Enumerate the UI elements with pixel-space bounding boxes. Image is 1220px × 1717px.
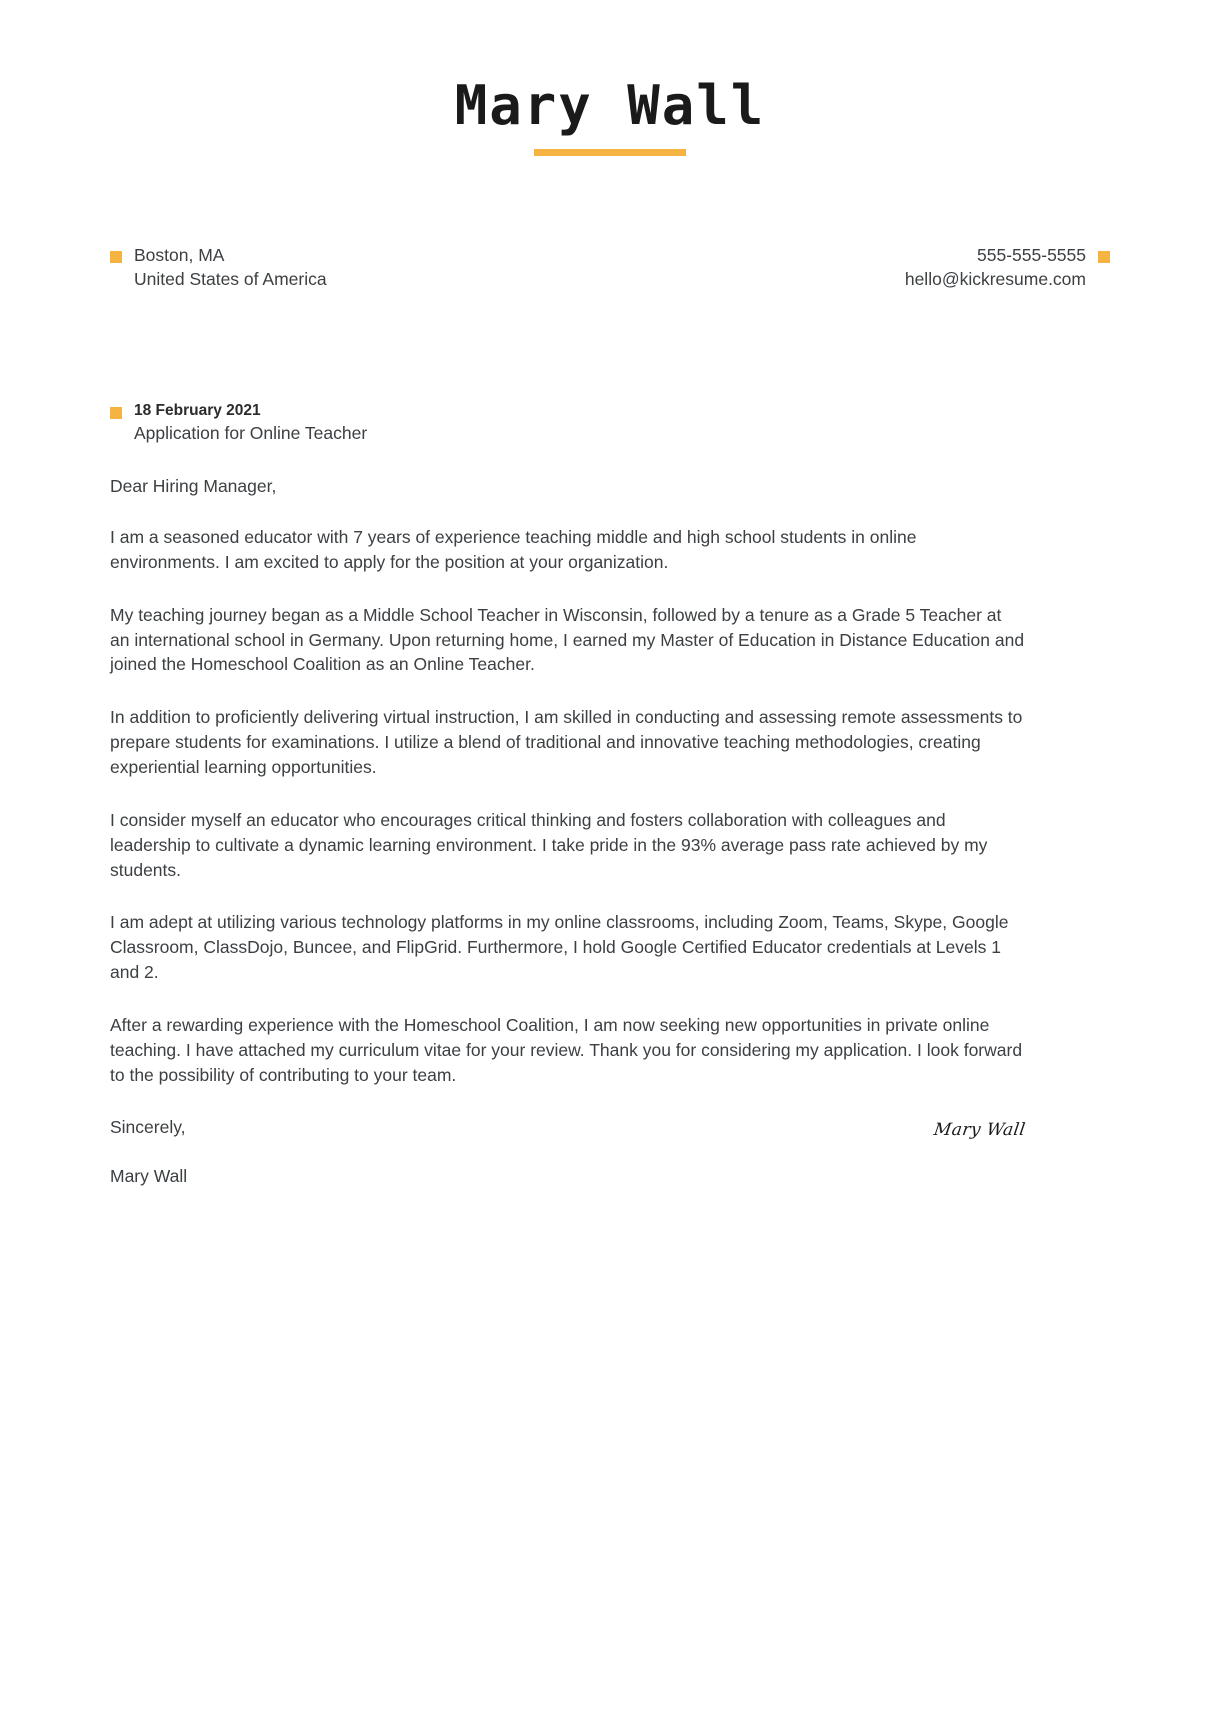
- letter-paragraph: After a rewarding experience with the Homeschool Coalition, I am now seeking new opportunities in private online teaching. I have attached my curriculum vitae for your review. Thank you for considering my application. I look forward to the possibility of contributing to your team.: [110, 1014, 1023, 1085]
- letter-subject: Application for Online Teacher: [134, 423, 368, 444]
- handwritten-signature: Mary Wall: [932, 1120, 1027, 1140]
- letter-salutation: Dear Hiring Manager,: [110, 476, 277, 497]
- square-bullet-icon: [110, 251, 122, 263]
- letter-meta: [110, 400, 1025, 446]
- contact-row: [110, 244, 1110, 291]
- reach-lines: [905, 244, 1086, 291]
- contact-block-reach: [905, 244, 1110, 291]
- letter-closing: Sincerely,: [110, 1117, 186, 1138]
- candidate-name: Mary Wall: [454, 74, 766, 137]
- square-bullet-icon: [110, 407, 122, 419]
- meta-lines: [134, 400, 367, 446]
- contact-block-location: [110, 244, 327, 291]
- contact-country: United States of America: [134, 268, 327, 289]
- letter-paragraph: I consider myself an educator who encourages critical thinking and fosters collaboration with colleagues and leadership to cultivate a dynamic learning environment. I take pride in the 93% average pass rate achieved by my students.: [110, 809, 988, 880]
- square-bullet-icon: [1098, 251, 1110, 263]
- letter-date: 18 February 2021: [134, 402, 261, 419]
- letter-header: [0, 0, 1220, 156]
- letter-paragraph: My teaching journey began as a Middle School Teacher in Wisconsin, followed by a tenure as a Grade 5 Teacher at an international school in Germany. Upon returning home, I earned my Master of Education in Distance Education and joined the Homeschool Coalition as an Online Teacher.: [110, 604, 1025, 675]
- contact-email[interactable]: hello@kickresume.com: [904, 268, 1086, 289]
- letter-paragraph: I am adept at utilizing various technology platforms in my online classrooms, including Zoom, Teams, Skype, Google Classroom, ClassDojo, Buncee, and FlipGrid. Furthermore, I hold Google Certified Educator credentials at Levels 1 and 2.: [110, 912, 1009, 983]
- letter-body: [110, 400, 1025, 1187]
- letter-signoff-name: Mary Wall: [110, 1166, 188, 1187]
- contact-phone[interactable]: 555-555-5555: [977, 245, 1086, 265]
- contact-city: Boston, MA: [134, 245, 225, 265]
- signature-area: [0, 1120, 1025, 1140]
- location-lines: [134, 244, 327, 291]
- name-underline-accent: [534, 149, 686, 156]
- letter-paragraph: I am a seasoned educator with 7 years of experience teaching middle and high school students in online environments. I am excited to apply for the position at your organization.: [110, 527, 917, 572]
- letter-paragraph: In addition to proficiently delivering virtual instruction, I am skilled in conducting and assessing remote assessments to prepare students for examinations. I utilize a blend of traditional and innovative teaching methodologies, creating experiential learning opportunities.: [110, 707, 1023, 777]
